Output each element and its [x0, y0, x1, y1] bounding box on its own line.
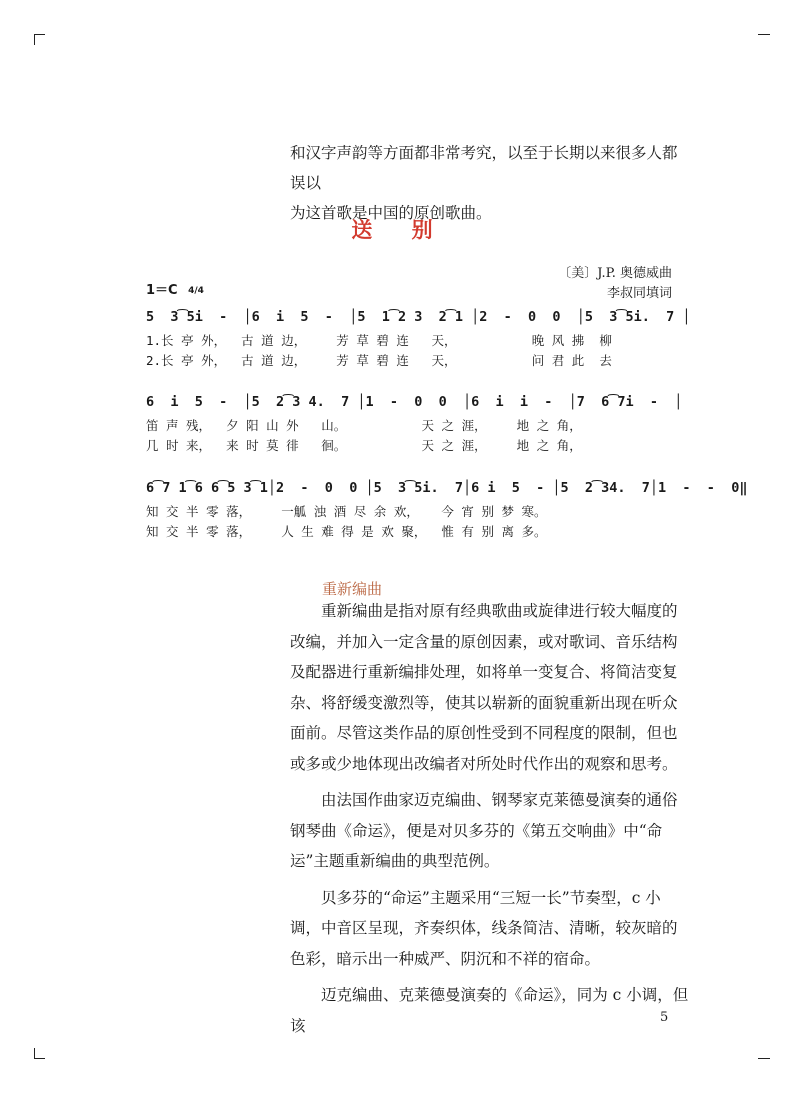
lyric-verse-2: 2.长 亭 外， 古 道 边， 芳 草 碧 连 天， 问 君 此 去 [146, 353, 612, 368]
lyricist-credit: 李叔同填词 [606, 286, 672, 301]
section-body [290, 596, 690, 1047]
notation-line: 6 i 5 - │5 2͡3 4. 7 │1 - 0 0 │6 i i - │7 6͡7i - │ [146, 394, 683, 410]
page-number: 5 [660, 1010, 669, 1025]
body-paragraph: 由法国作曲家迈克编曲、钢琴家克莱德曼演奏的通俗钢琴曲《命运》，便是对贝多芬的《第五交响曲》中“命运”主题重新编曲的典型范例。 [290, 791, 678, 870]
lyric-verse-2: 知 交 半 零 落， 人 生 难 得 是 欢 聚， 惟 有 别 离 多。 [146, 524, 547, 539]
lyric-verse-1: 1.长 亭 外， 古 道 边， 芳 草 碧 连 天， 晚 风 拂 柳 [146, 333, 612, 348]
key-signature [146, 279, 204, 298]
composer-credit: 〔美〕J.P. 奥德威曲 [558, 266, 672, 281]
crop-mark-bottom-left [34, 1048, 45, 1059]
crop-mark-top-right [758, 34, 770, 45]
notation-line: 6͡7 1͡6 6͡5 3͡1│2 - 0 0 │5 3͡5i. 7│6 i 5 - │5 2͡34. 7│1 - - 0‖ [146, 480, 748, 496]
key-label: 1＝C [146, 283, 178, 298]
crop-mark-bottom-right [758, 1058, 770, 1069]
song-title: 送 别 [351, 217, 449, 242]
lyric-verse-1: 知 交 半 零 落， 一觚 浊 酒 尽 余 欢， 今 宵 别 梦 寒。 [146, 504, 547, 519]
notation-line: 5 3͡5i - │6 i 5 - │5 1͡2 3 2͡1 │2 - 0 0 │5 3͡5i. 7 │ [146, 309, 691, 325]
body-paragraph: 重新编曲是指对原有经典歌曲或旋律进行较大幅度的改编，并加入一定含量的原创因素，或对歌词、音乐结构及配器进行重新编排处理，如将单一变复合、将简洁变复杂、将舒缓变激烈等，使其以崭新的面貌重新出现在听众面前。尽管这类作品的原创性受到不同程度的限制，但也或多或少地体现出改编者对所处时代作出的观察和思考。 [290, 602, 678, 773]
intro-line: 和汉字声韵等方面都非常考究，以至于长期以来很多人都误以 [290, 144, 678, 192]
time-signature: 4/4 [188, 285, 204, 296]
body-paragraph: 贝多芬的“命运”主题采用“三短一长”节奏型，c 小调，中音区呈现，齐奏织体，线条简洁、清晰，较灰暗的色彩，暗示出一种威严、阴沉和不祥的宿命。 [290, 888, 678, 968]
crop-mark-top-left [34, 34, 45, 45]
intro-line: 为这首歌是中国的原创歌曲。 [290, 204, 492, 222]
lyric-verse-1: 笛 声 残， 夕 阳 山 外 山。 天 之 涯， 地 之 角， [146, 418, 582, 433]
lyric-verse-2: 几 时 来， 来 时 莫 徘 徊。 天 之 涯， 地 之 角， [146, 438, 582, 453]
section-heading: 重新编曲 [322, 580, 383, 598]
body-paragraph: 迈克编曲、克莱德曼演奏的《命运》，同为 c 小调，但该 [290, 986, 689, 1035]
